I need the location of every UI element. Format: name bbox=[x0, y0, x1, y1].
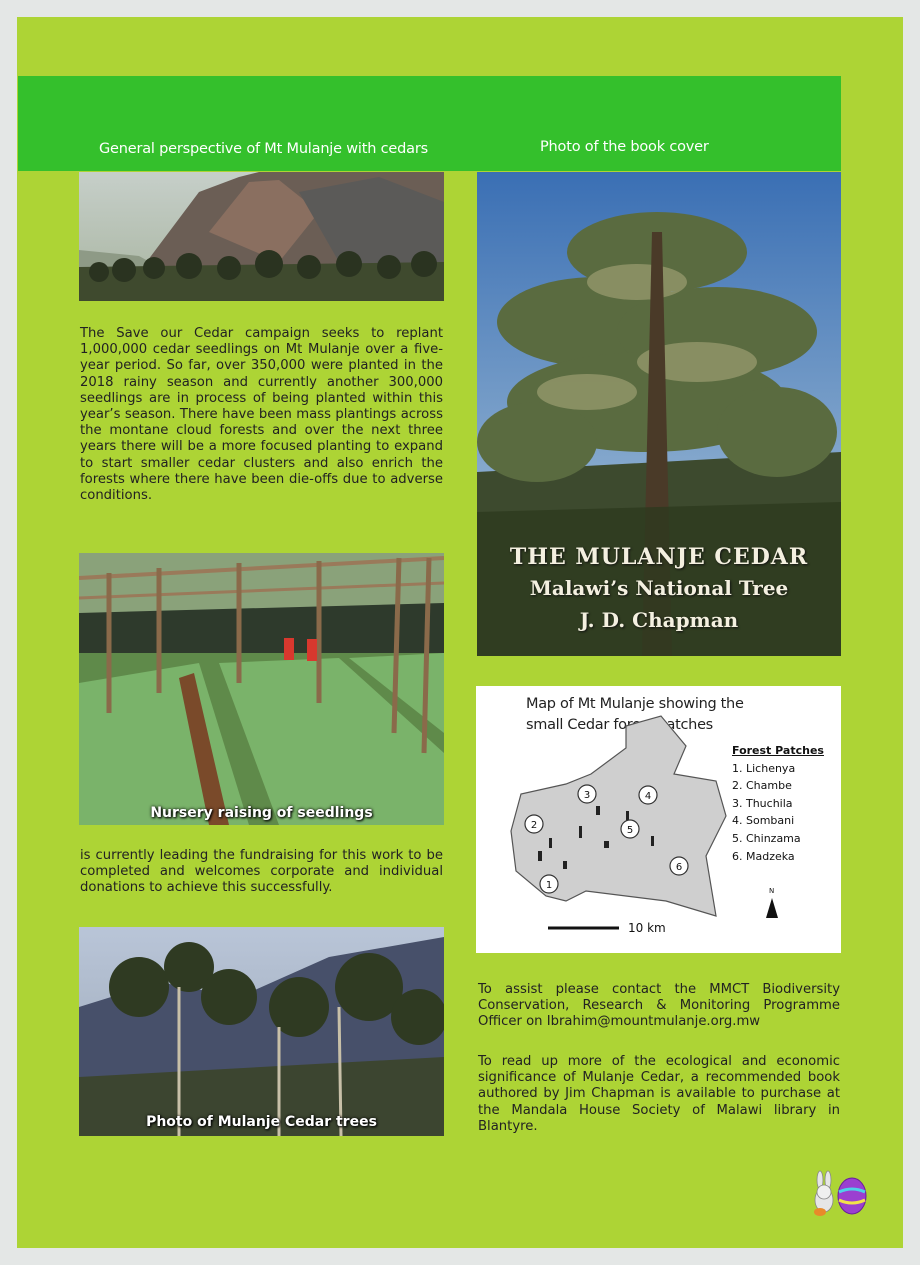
legend-item: 5. Chinzama bbox=[732, 831, 801, 845]
cedar-trees-caption: Photo of Mulanje Cedar trees bbox=[146, 1114, 377, 1130]
map-caption-line2: small Cedar forest patches bbox=[526, 717, 713, 733]
forest-patch-map bbox=[476, 686, 841, 953]
map-marker-4: 4 bbox=[644, 791, 652, 802]
contact-paragraph: To assist please contact the MMCT Biodiversity Conservation, Research & Monitoring Programme Officer on Ibrahim@mountmulanje.org.mw bbox=[478, 982, 840, 1030]
map-marker-1: 1 bbox=[545, 880, 553, 891]
campaign-paragraph: The Save our Cedar campaign seeks to replant 1,000,000 cedar seedlings on Mt Mulanje over a five-year period. So far, over 350,000 were planted in the 2018 rainy season and currently another 300,000 seedlings are in process of being planted within this year’s season. There have been mass plantings across the montane cloud forests and over the next three years there will be a more focused planting to expand to start smaller cedar clusters and also enrich the forests where there have been die-offs due to adverse conditions. bbox=[80, 326, 443, 504]
north-arrow-icon bbox=[766, 898, 778, 918]
map-marker-2: 2 bbox=[530, 820, 538, 831]
north-label: N bbox=[769, 887, 775, 895]
book-author: J. D. Chapman bbox=[579, 608, 739, 632]
cedar-trees-photo bbox=[79, 927, 444, 1136]
map-legend bbox=[732, 742, 824, 865]
map-caption-line1: Map of Mt Mulanje showing the bbox=[526, 696, 744, 712]
legend-item: 3. Thuchila bbox=[732, 796, 793, 810]
mountain-photo bbox=[79, 172, 444, 301]
book-cover-image bbox=[477, 172, 841, 656]
easter-bunny-egg-icon bbox=[808, 1170, 872, 1218]
fundraising-paragraph: is currently leading the fundraising for this work to be completed and welcomes corporate and individual donations to achieve this successfully. bbox=[80, 848, 443, 896]
legend-item: 4. Sombani bbox=[732, 814, 795, 828]
legend-item: 6. Madzeka bbox=[732, 849, 795, 863]
book-subtitle: Malawi’s National Tree bbox=[529, 576, 789, 600]
legend-title: Forest Patches bbox=[732, 744, 824, 757]
nursery-caption: Nursery raising of seedlings bbox=[150, 805, 373, 821]
caption-mountain-photo: General perspective of Mt Mulanje with cedars bbox=[99, 141, 428, 157]
book-title: THE MULANJE CEDAR bbox=[509, 544, 809, 570]
nursery-photo bbox=[79, 553, 444, 825]
map-marker-6: 6 bbox=[675, 862, 683, 873]
map-marker-3: 3 bbox=[583, 790, 591, 801]
map-marker-5: 5 bbox=[626, 825, 634, 836]
scale-label: 10 km bbox=[628, 921, 666, 935]
caption-book-cover: Photo of the book cover bbox=[540, 139, 709, 155]
legend-item: 1. Lichenya bbox=[732, 761, 796, 775]
legend-item: 2. Chambe bbox=[732, 779, 792, 793]
book-paragraph: To read up more of the ecological and economic significance of Mulanje Cedar, a recommended book authored by Jim Chapman is available to purchase at the Mandala House Society of Malawi library in Blantyre. bbox=[478, 1054, 840, 1134]
